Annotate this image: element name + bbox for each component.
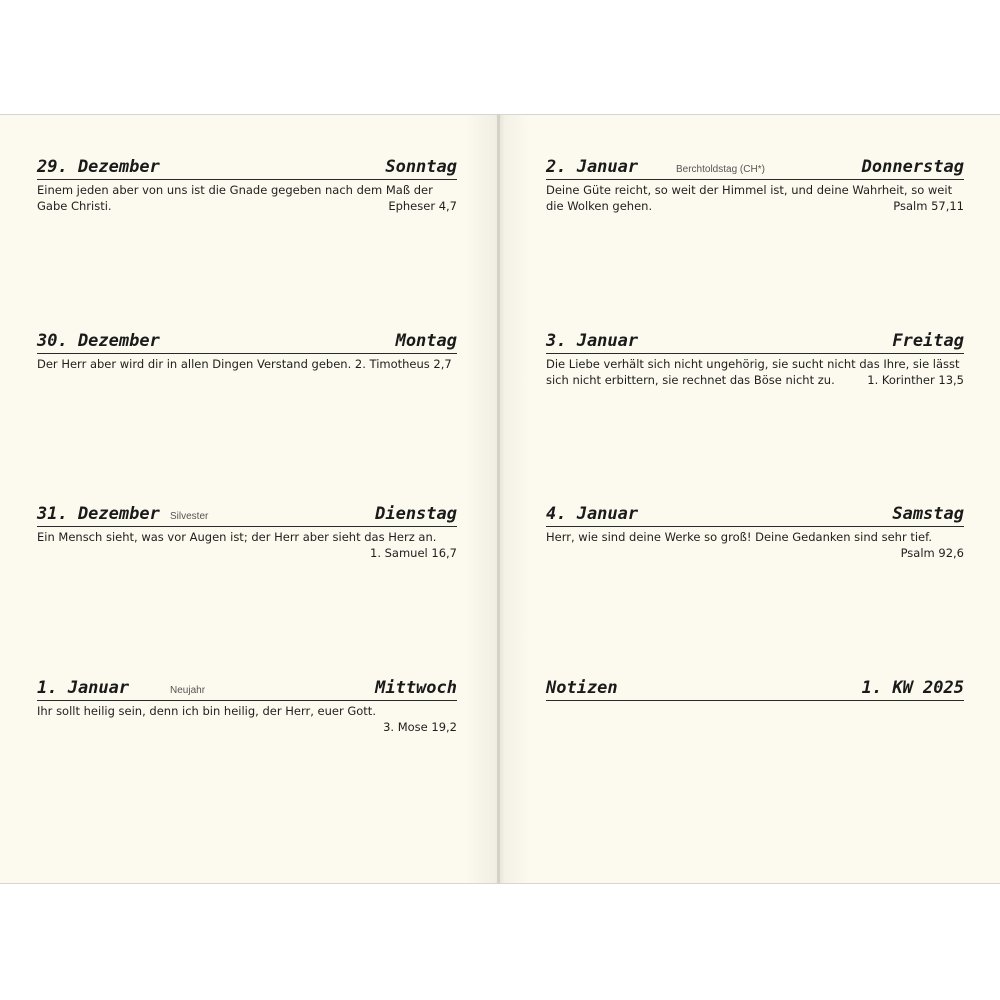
holiday-note: Neujahr [170, 685, 206, 696]
notes-section [546, 674, 964, 701]
notes-header [546, 674, 964, 701]
day-header [37, 500, 457, 527]
day-date: 2. Januar [546, 157, 639, 177]
day-verse [546, 529, 964, 561]
verse-reference: 2. Timotheus 2,7 [354, 357, 452, 371]
verse-reference: 1. Samuel 16,7 [370, 546, 457, 560]
verse-reference: 3. Mose 19,2 [383, 720, 457, 734]
day-verse [37, 703, 457, 734]
day-date: 3. Januar [546, 331, 639, 351]
day-entry-jan-1 [37, 674, 457, 735]
day-weekday: Montag [395, 331, 457, 351]
verse-reference: Epheser 4,7 [388, 199, 457, 213]
day-entry-dec-29 [37, 153, 457, 214]
verse-text: Deine Güte reicht, so weit der Himmel ist, und deine Wahrheit, so weit die Wolken gehen. [546, 183, 953, 213]
day-verse [37, 356, 457, 372]
day-date: 31. Dezember [37, 504, 160, 524]
verse-text: Ein Mensch sieht, was vor Augen ist; der Herr aber sieht das Herz an. [37, 530, 437, 544]
day-verse [37, 529, 457, 561]
day-entry-jan-4 [546, 500, 964, 561]
day-header [546, 153, 964, 180]
verse-text: Ihr sollt heilig sein, denn ich bin heilig, der Herr, euer Gott. [37, 704, 376, 718]
day-verse [546, 182, 964, 214]
day-header [546, 327, 964, 354]
day-weekday: Samstag [892, 504, 964, 524]
verse-reference: Psalm 57,11 [893, 199, 964, 213]
notes-title: Notizen [546, 678, 618, 698]
right-page [500, 114, 1000, 884]
day-date: 1. Januar [37, 678, 130, 698]
day-header [546, 500, 964, 527]
day-date: 4. Januar [546, 504, 639, 524]
day-entry-dec-31 [37, 500, 457, 561]
day-verse [37, 182, 457, 214]
left-page [0, 114, 500, 884]
day-weekday: Mittwoch [375, 678, 457, 698]
day-weekday: Donnerstag [861, 157, 964, 177]
day-date: 29. Dezember [37, 157, 160, 177]
day-header [37, 327, 457, 354]
holiday-note: Silvester [170, 511, 209, 522]
verse-text: Einem jeden aber von uns ist die Gnade gegeben nach dem Maß der Gabe Christi. [37, 183, 433, 213]
verse-reference: Psalm 92,6 [900, 546, 964, 560]
day-entry-dec-30 [37, 327, 457, 372]
verse-reference: 1. Korinther 13,5 [867, 373, 964, 387]
day-weekday: Dienstag [375, 504, 457, 524]
day-verse [546, 356, 964, 388]
day-header [37, 153, 457, 180]
day-entry-jan-3 [546, 327, 964, 388]
planner-spread [0, 114, 1000, 884]
verse-text: Die Liebe verhält sich nicht ungehörig, sie sucht nicht das Ihre, sie lässt sich nicht erbittern, sie rechnet das Böse nicht zu. [546, 357, 960, 387]
calendar-week: 1. KW 2025 [861, 678, 964, 698]
day-weekday: Sonntag [385, 157, 457, 177]
day-date: 30. Dezember [37, 331, 160, 351]
day-entry-jan-2 [546, 153, 964, 214]
day-header [37, 674, 457, 701]
verse-text: Herr, wie sind deine Werke so groß! Deine Gedanken sind sehr tief. [546, 530, 932, 544]
verse-text: Der Herr aber wird dir in allen Dingen Verstand geben. [37, 357, 352, 371]
holiday-note: Berchtoldstag (CH*) [676, 164, 765, 175]
day-weekday: Freitag [892, 331, 964, 351]
